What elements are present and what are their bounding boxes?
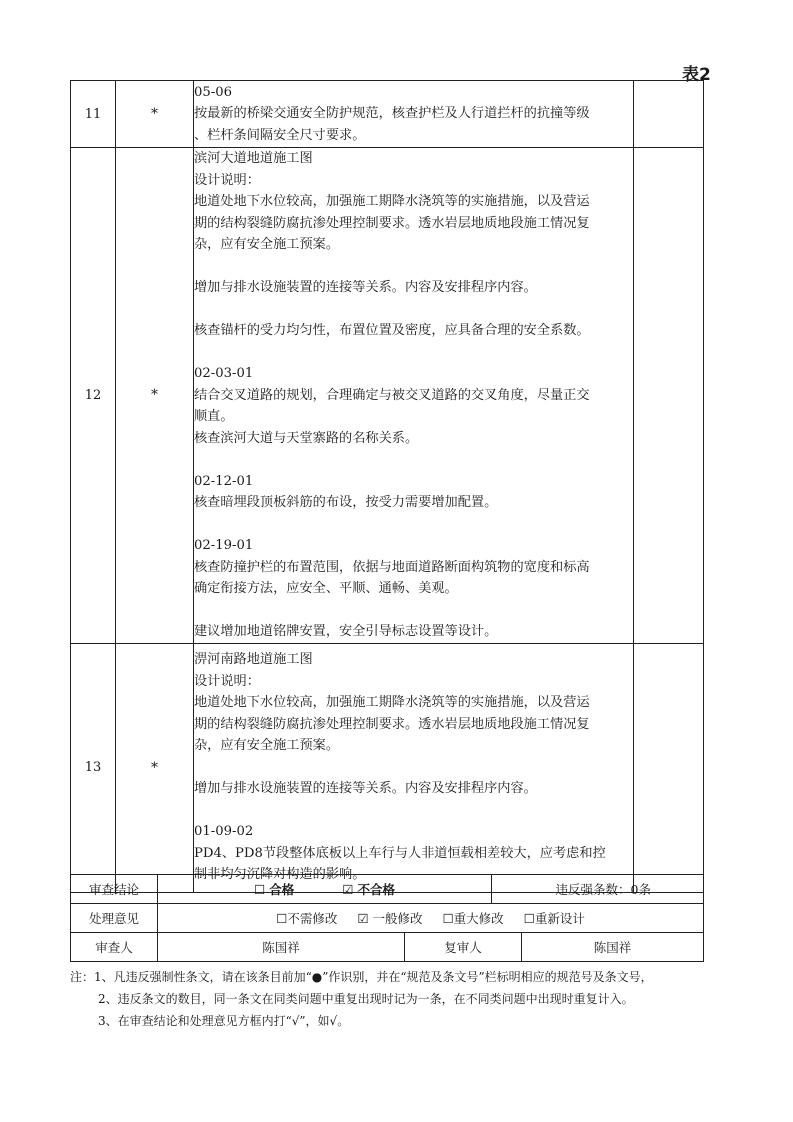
table-row — [71, 148, 704, 644]
blank-line — [194, 757, 633, 779]
blank-line — [194, 342, 633, 364]
content-line: 地道处地下水位较高，加强施工期降水浇筑等的实施措施，以及营运 — [194, 194, 590, 209]
review-footer — [70, 874, 704, 962]
row-content — [194, 148, 634, 644]
content-line: 杂，应有安全施工预案。 — [194, 237, 340, 252]
content-line: 02-19-01 — [194, 538, 254, 553]
content-line: 增加与排水设施装置的连接等关系。内容及安排程序内容。 — [194, 280, 537, 295]
fail-label: 不合格 — [357, 882, 395, 897]
blank-line — [194, 256, 633, 278]
note-3: 3、在审查结论和处理意见方框内打“√”，如√。 — [98, 1014, 350, 1028]
row-remark — [634, 643, 704, 892]
row-remark — [634, 148, 704, 644]
option-major-change[interactable]: ☐重大修改 — [442, 911, 504, 926]
content-line: 01-09-02 — [194, 824, 254, 840]
blank-line — [194, 299, 633, 321]
row-content — [194, 643, 634, 892]
option-general-change[interactable]: ☑ 一般修改 — [357, 911, 423, 926]
table-row — [71, 643, 704, 892]
table-row — [71, 81, 704, 148]
content-line: 期的结构裂缝防腐抗渗处理控制要求。透水岩层地质地段施工情况复 — [194, 215, 590, 231]
pass-checkbox[interactable]: ☐ — [254, 882, 266, 897]
content-line: 结合交叉道路的规划，合理确定与被交叉道路的交叉角度，尽量正交 — [194, 387, 590, 403]
opinion-label: 处理意见 — [71, 904, 158, 933]
content-line: PD4、PD8节段整体底板以上车行与人非道恒载相差较大，应考虑和控 — [194, 845, 606, 861]
reviewer-label: 审查人 — [71, 933, 158, 962]
row-remark — [634, 81, 704, 148]
opinion-row — [71, 904, 704, 933]
content-line: 核查锚杆的受力均匀性，布置位置及密度，应具备合理的安全系数。 — [194, 323, 590, 338]
content-line: 、栏杆条间隔安全尺寸要求。 — [194, 127, 366, 143]
row-content — [194, 81, 634, 148]
content-line: 滨河大道地道施工图 — [194, 151, 313, 166]
reviewer-name: 陈国祥 — [158, 933, 405, 962]
review-table — [70, 80, 704, 893]
rechecker-label: 复审人 — [405, 933, 522, 962]
content-line: 02-12-01 — [194, 473, 254, 489]
content-line: 淠河南路地道施工图 — [194, 652, 313, 668]
blank-line — [194, 600, 633, 622]
blank-line — [194, 514, 633, 536]
content-line: 期的结构裂缝防腐抗渗处理控制要求。透水岩层地质地段施工情况复 — [194, 716, 590, 732]
content-line: 设计说明： — [194, 673, 260, 689]
row-number: 13 — [71, 643, 116, 892]
content-line: 设计说明： — [194, 172, 260, 188]
notes — [70, 966, 750, 1032]
row-mark: * — [116, 643, 194, 892]
content-line: 核查滨河大道与天堂寨路的名称关系。 — [194, 430, 419, 446]
content-line: 核查防撞护栏的布置范围，依据与地面道路断面构筑物的宽度和标高 — [194, 559, 590, 575]
content-line: 建议增加地道铭牌安置，安全引导标志设置等设计。 — [194, 624, 498, 639]
note-1: 注：1、凡违反强制性条文，请在该条目前加“●”作识别，并在“规范及条文号”栏标明相应的规范号及条文号， — [70, 970, 653, 984]
content-line: 按最新的桥梁交通安全防护规范，核查护栏及人行道拦杆的抗撞等级 — [194, 106, 590, 122]
content-line: 顺直。 — [194, 409, 234, 424]
violations-count: 违反强条数：0条 — [492, 875, 704, 904]
pass-label: 合格 — [269, 882, 295, 897]
content-line: 制非均匀沉降对构造的影响。 — [194, 867, 366, 883]
row-mark: * — [116, 148, 194, 644]
content-line: 05-06 — [194, 84, 233, 100]
opinion-options — [158, 904, 704, 933]
table-label: 表2 — [682, 65, 711, 85]
row-number: 12 — [71, 148, 116, 644]
fail-checkbox[interactable]: ☑ — [342, 882, 354, 897]
conclusion-options — [158, 875, 492, 904]
rechecker-name: 陈国祥 — [522, 933, 704, 962]
option-redesign[interactable]: ☐重新设计 — [523, 911, 585, 926]
note-2: 2、违反条文的数目，同一条文在同类问题中重复出现时记为一条，在不同类问题中出现时重复计入。 — [98, 992, 634, 1006]
conclusion-label: 审查结论 — [71, 875, 158, 904]
content-line: 地道处地下水位较高，加强施工期降水浇筑等的实施措施，以及营运 — [194, 695, 590, 711]
blank-line — [194, 449, 633, 471]
blank-line — [194, 800, 633, 822]
row-number: 11 — [71, 81, 116, 148]
content-line: 增加与排水设施装置的连接等关系。内容及安排程序内容。 — [194, 781, 537, 797]
content-line: 核查暗埋段顶板斜筋的布设，按受力需要增加配置。 — [194, 495, 498, 510]
option-no-change[interactable]: ☐不需修改 — [276, 911, 338, 926]
row-mark: * — [116, 81, 194, 148]
content-line: 确定衔接方法，应安全、平顺、通畅、美观。 — [194, 581, 458, 596]
content-line: 杂，应有安全施工预案。 — [194, 738, 340, 754]
conclusion-row — [71, 875, 704, 904]
content-line: 02-03-01 — [194, 366, 254, 381]
signature-row — [71, 933, 704, 962]
